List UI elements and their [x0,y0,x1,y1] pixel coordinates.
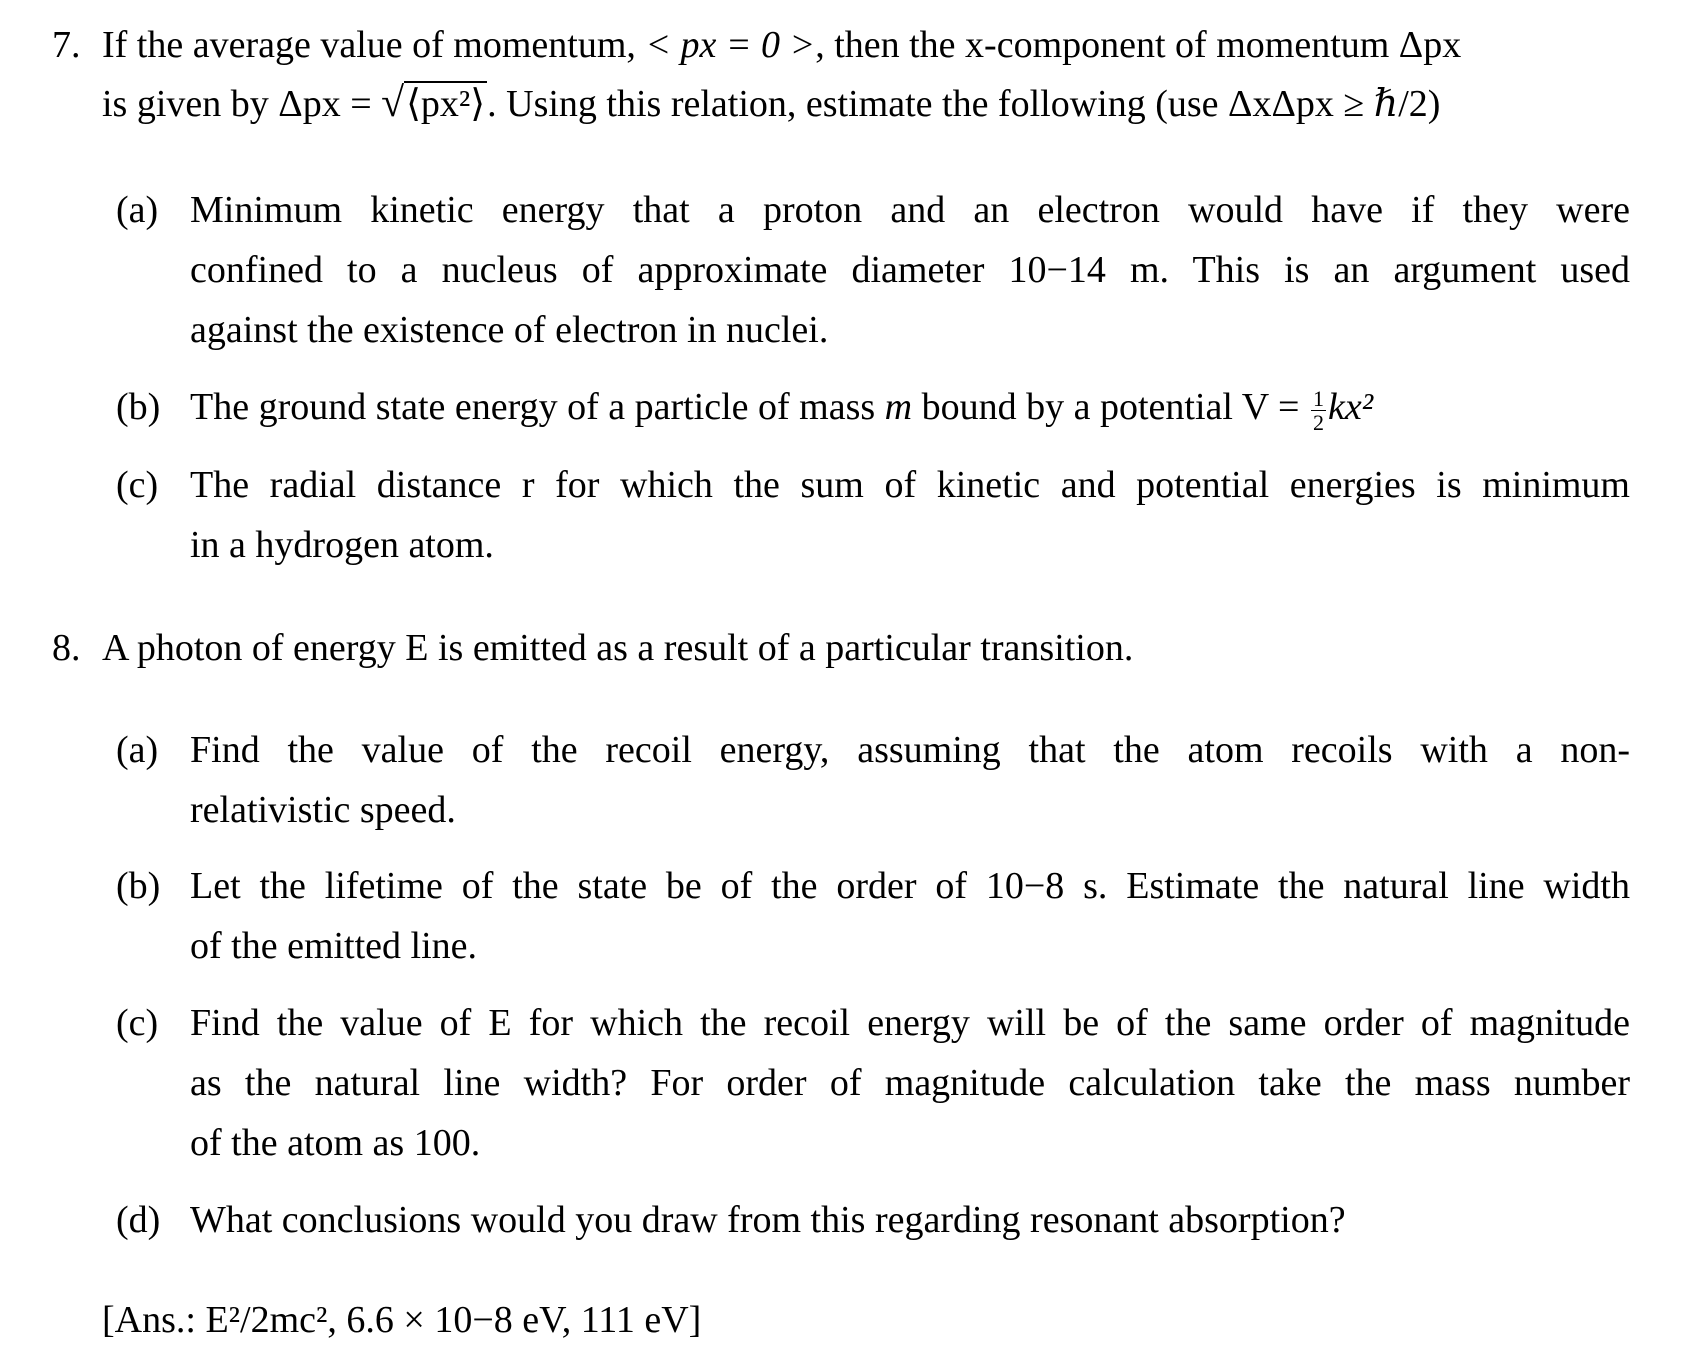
sqrt-argument: ⟨px²⟩ [406,83,486,125]
q7b-mass-variable: m [884,386,913,428]
q7b-text-2: bound by a potential V = [921,386,1300,428]
q7c-line-1: The radial distance r for which the sum of kinetic and potential energies is minimum [190,464,1630,506]
q7c-marker: (c) [116,464,159,506]
q8a-line-1: Find the value of the recoil energy, assuming that the atom recoils with a non- [190,729,1630,771]
q7-stem-text-4: . Using this relation, estimate the following (use ΔxΔpx ≥ ℏ/2) [487,83,1441,125]
q7-stem-line-1 [102,22,1630,68]
sqrt-expression: √⟨px²⟩ [381,80,486,126]
q7a-line-2: confined to a nucleus of approximate diameter 10−14 m. This is an argument used [190,249,1630,291]
q7-stem-text-1: If the average value of momentum, [102,24,636,66]
q8a-line-2: relativistic speed. [190,789,456,831]
q7-stem-text-3: is given by Δpx = [102,83,372,125]
q7b-line-1 [190,384,1373,434]
q7b-marker: (b) [116,386,161,428]
q7-mean-expression: < px = 0 > [645,24,816,66]
q8-stem: A photon of energy E is emitted as a result of a particular transition. [102,627,1134,669]
q7b-potential-term: kx² [1327,386,1374,428]
q8b-marker: (b) [116,865,161,907]
fraction-denominator: 2 [1312,409,1324,435]
q8a-marker: (a) [116,729,159,771]
q8c-marker: (c) [116,1002,159,1044]
q8c-line-3: of the atom as 100. [190,1122,481,1164]
q7-stem-line-2 [102,80,1630,127]
q7b-text-1: The ground state energy of a particle of mass [190,386,876,428]
q8c-line-2: as the natural line width? For order of magnitude calculation take the mass number [190,1062,1630,1104]
fraction-numerator: 1 [1312,385,1324,411]
q7a-line-3: against the existence of electron in nuclei. [190,309,829,351]
half-fraction [1311,387,1326,434]
q7a-marker: (a) [116,189,159,231]
q8b-line-2: of the emitted line. [190,925,478,967]
q7c-line-2: in a hydrogen atom. [190,524,494,566]
q7-number: 7. [52,24,81,66]
q7-stem-text-2: , then the x-component of momentum Δpx [815,24,1462,66]
q8d-marker: (d) [116,1199,161,1241]
q8d-line-1: What conclusions would you draw from this regarding resonant absorption? [190,1199,1346,1241]
q8b-line-1: Let the lifetime of the state be of the order of 10−8 s. Estimate the natural line width [190,865,1630,907]
q8c-line-1: Find the value of E for which the recoil energy will be of the same order of magnitude [190,1002,1630,1044]
q8-answer: [Ans.: E²/2mc², 6.6 × 10−8 eV, 111 eV] [102,1299,702,1341]
q8-number: 8. [52,627,81,669]
q7a-line-1: Minimum kinetic energy that a proton and an electron would have if they were [190,189,1630,231]
